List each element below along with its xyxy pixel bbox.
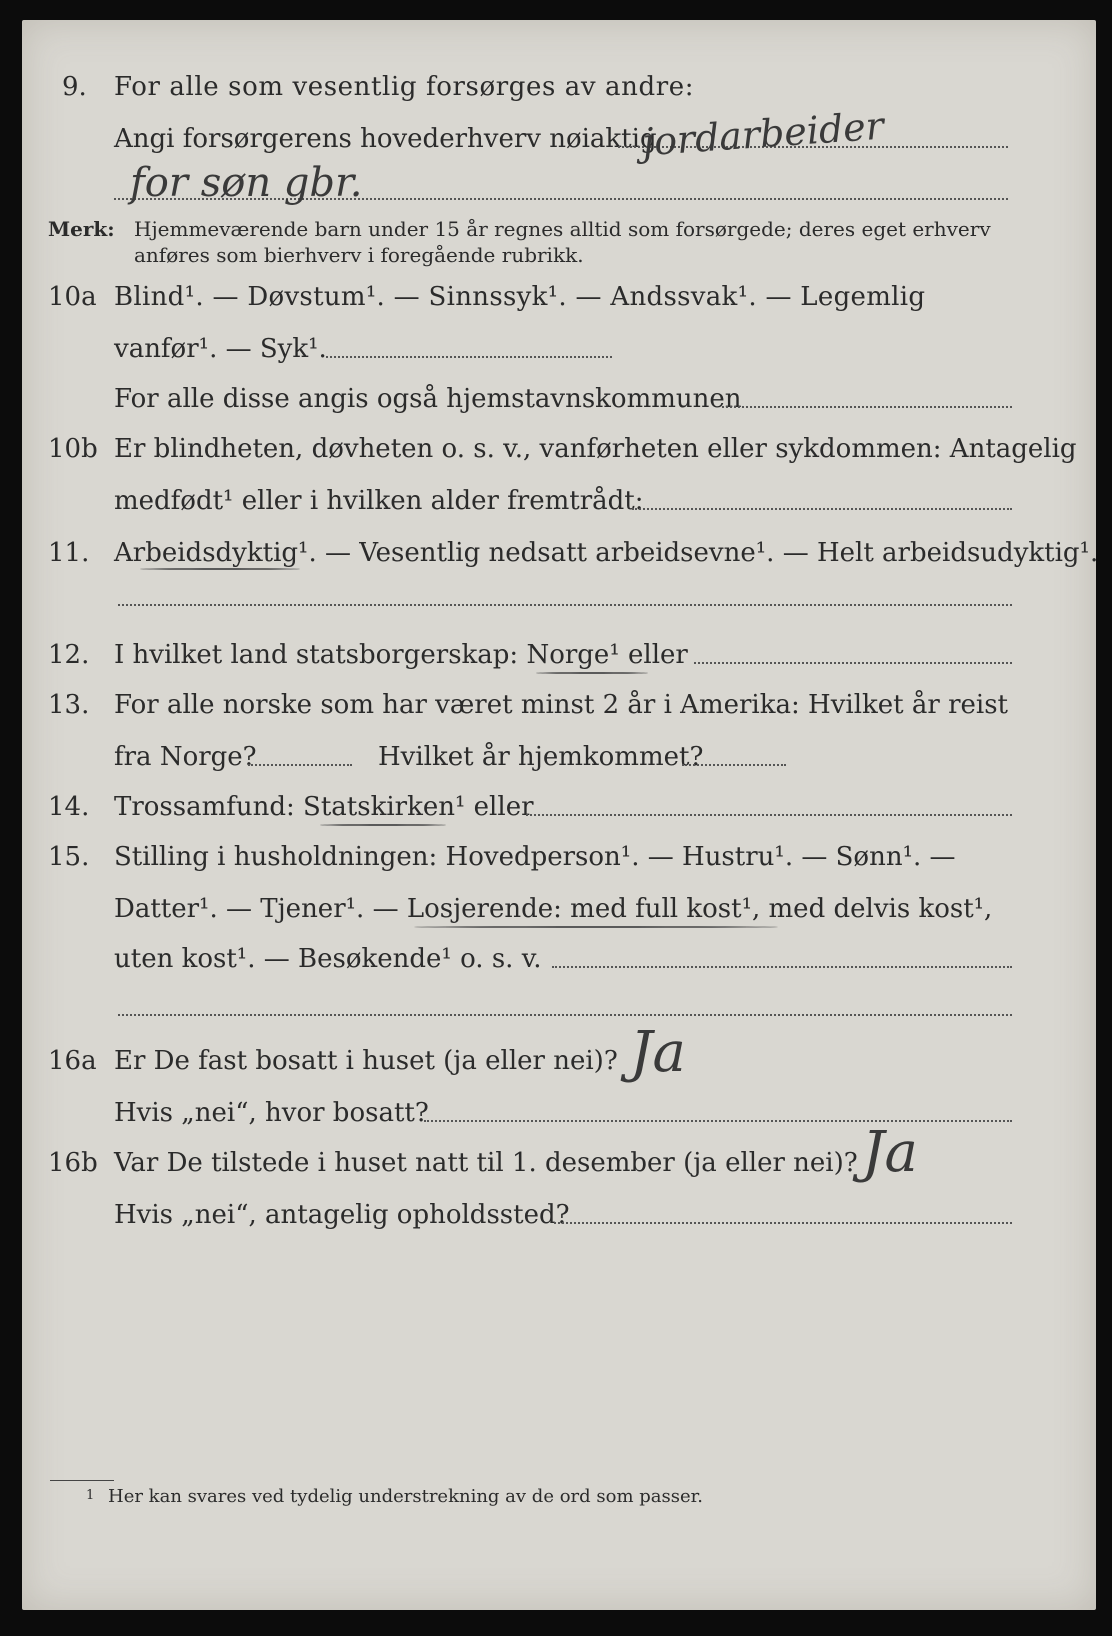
q10a-number: 10a [48,282,97,312]
q12-answer-line [694,662,1012,664]
q12-text-line1: I hvilket land statsborgerskap: Norge¹ eller [114,640,688,670]
q16b-text-line2: Hvis „nei“, antagelig opholdssted? [114,1200,570,1230]
q16b-handwritten-answer: Ja [862,1120,918,1185]
q11-underline-mark [140,568,300,570]
q10b-text-line1: Er blindheten, døvheten o. s. v., vanførheten eller sykdommen: Antagelig [114,434,1077,464]
footnote-text: Her kan svares ved tydelig understrekning av de ord som passer. [108,1486,703,1507]
q11-answer-line [118,604,1012,606]
q9-text-line1: For alle som vesentlig forsørges av andre: [114,72,695,102]
q10b-answer-line [632,508,1012,510]
q9-handwritten-note: for søn gbr. [130,160,363,206]
q13-number: 13. [48,690,90,720]
q10a-text-line3: For alle disse angis også hjemstavnskommunen [114,384,742,414]
q15-text-line2: Datter¹. — Tjener¹. — Losjerende: med full kost¹, med delvis kost¹, [114,894,993,924]
q15-answer-line1 [552,966,1012,968]
q12-number: 12. [48,640,90,670]
q15-underline-mark [414,926,778,928]
q15-number: 15. [48,842,90,872]
q16a-number: 16a [48,1046,97,1076]
q10a-text-line2: vanfør¹. — Syk¹. [114,334,327,364]
footnote-rule [50,1480,114,1481]
q14-underline-mark [320,824,446,826]
q13-answer-reist [248,764,352,766]
q14-number: 14. [48,792,90,822]
q13-answer-hjemkommet [682,764,786,766]
q12-underline-mark [536,672,648,674]
q14-text-line1: Trossamfund: Statskirken¹ eller [114,792,534,822]
footnote-mark: 1 [86,1488,95,1503]
census-form-page [22,20,1099,1610]
q9-text-line2: Angi forsørgerens hovederhverv nøiaktig [114,124,657,154]
q10a-answer-line2 [722,406,1012,408]
q15-text-line1: Stilling i husholdningen: Hovedperson¹. — Hustru¹. — Sønn¹. — [114,842,956,872]
q9-handwritten-occupation: jordarbeider [640,103,886,165]
q16b-number: 16b [48,1148,98,1178]
q11-number: 11. [48,538,90,568]
q16a-text-line1: Er De fast bosatt i huset (ja eller nei)? [114,1046,618,1076]
q14-answer-line [526,814,1012,816]
q10b-number: 10b [48,434,98,464]
merk-text-line2: anføres som bierhverv i foregående rubrikk. [134,243,584,267]
q16a-handwritten-answer: Ja [630,1020,686,1085]
q13-text-line2a: fra Norge? [114,742,257,772]
q15-answer-line2 [118,1014,1012,1016]
q16a-answer-line [424,1120,1012,1122]
merk-text-line1: Hjemmeværende barn under 15 år regnes alltid som forsørgede; deres eget erhverv [134,217,991,241]
q9-number: 9. [62,72,87,102]
q16b-text-line1: Var De tilstede i huset natt til 1. desember (ja eller nei)? [114,1148,858,1178]
q10a-text-line1: Blind¹. — Døvstum¹. — Sinnssyk¹. — Andssvak¹. — Legemlig [114,282,926,312]
q13-text-line1: For alle norske som har været minst 2 år i Amerika: Hvilket år reist [114,690,1008,720]
q16b-answer-line [554,1222,1012,1224]
q10b-text-line2: medfødt¹ eller i hvilken alder fremtrådt: [114,486,644,516]
q16a-text-line2: Hvis „nei“, hvor bosatt? [114,1098,429,1128]
q10a-answer-line1 [326,356,612,358]
q11-text-line1: Arbeidsdyktig¹. — Vesentlig nedsatt arbeidsevne¹. — Helt arbeidsudyktig¹. [114,538,1099,568]
q13-text-line2b: Hvilket år hjemkommet? [378,742,704,772]
q15-text-line3: uten kost¹. — Besøkende¹ o. s. v. [114,944,542,974]
merk-label: Merk: [48,217,115,241]
